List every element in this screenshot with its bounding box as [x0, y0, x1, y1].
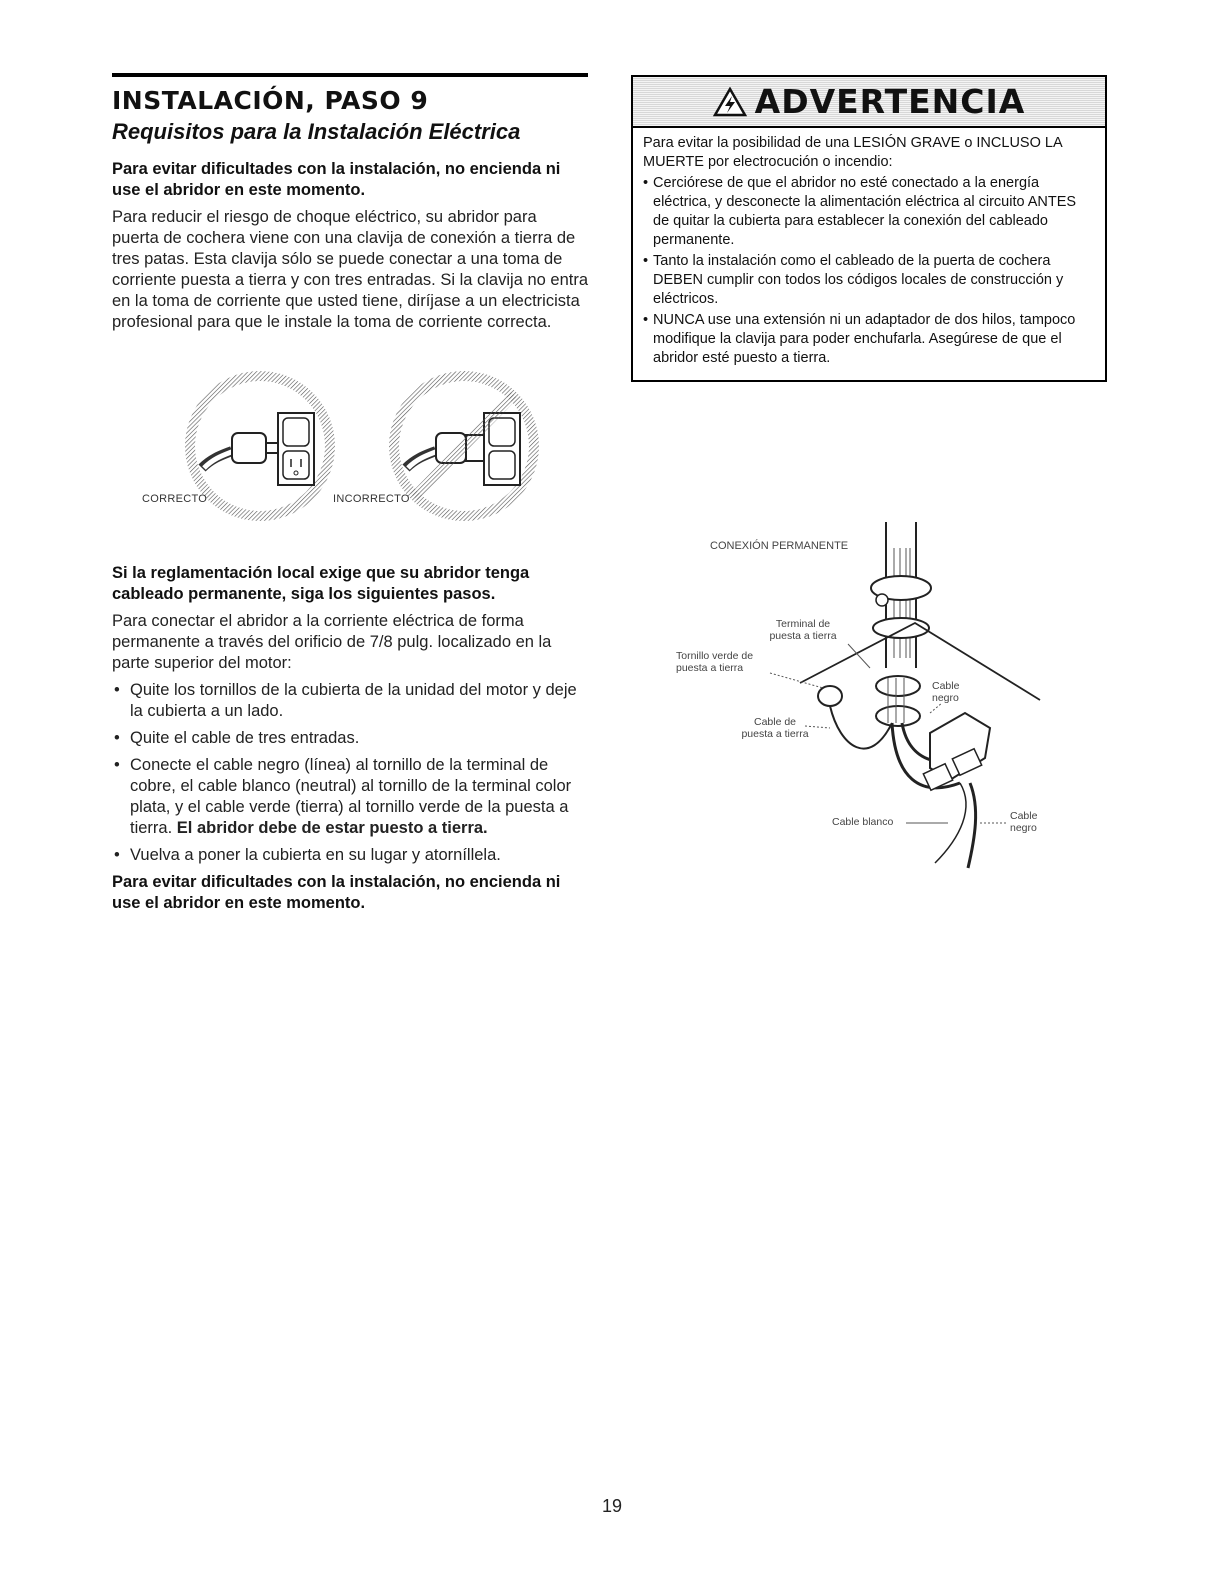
list-item: • Tanto la instalación como el cableado de la puerta de cochera DEBEN cumplir con todos los códigos locales de construcción y eléctricos. — [643, 252, 1095, 309]
incorrect-plug-icon — [394, 376, 534, 516]
wiring-diagram — [630, 518, 1100, 878]
ground-cable-label: Cable de puesta a tierra — [741, 716, 809, 740]
incorrect-label: INCORRECTO — [333, 493, 410, 505]
warning-title: ADVERTENCIA — [754, 82, 1026, 121]
black-cable-lower-label: Cable negro — [1010, 810, 1038, 834]
warning-body — [633, 128, 1105, 380]
closing-caution: Para evitar dificultades con la instalación, no encienda ni use el abridor en este momento. — [112, 873, 561, 912]
plug-illustration — [112, 363, 588, 533]
warning-header — [633, 77, 1105, 128]
permanent-heading: Si la reglamentación local exige que su abridor tenga cableado permanente, siga los siguientes pasos. — [112, 564, 530, 603]
intro-body: Para reducir el riesgo de choque eléctrico, su abridor para puerta de cochera viene con una clavija de conexión a tierra de tres patas. Esta clavija sólo se puede conectar a una toma de corriente puesta a tierra y con tres entradas. Si la clavija no entra en la toma de corriente que usted tiene, diríjase a un electricista profesional para que le instale la toma de corriente correcta. — [112, 208, 588, 331]
warning-intro: Para evitar la posibilidad de una LESIÓN GRAVE o INCLUSO LA MUERTE por electrocución o incendio: — [643, 135, 1062, 170]
warning-box — [631, 75, 1107, 382]
warning-list — [643, 174, 1095, 368]
warning-triangle-icon — [713, 87, 747, 117]
green-screw-label: Tornillo verde de puesta a tierra — [676, 650, 754, 674]
list-item: • Cerciórese de que el abridor no esté conectado a la energía eléctrica, y desconecte la alimentación eléctrica al circuito ANTES de quitar la cubierta para establecer la conexión del cableado permanente. — [643, 174, 1095, 250]
terminal-label: Terminal de puesta a tierra — [769, 618, 837, 642]
diagram-title: CONEXIÓN PERMANENTE — [710, 540, 849, 552]
page-title: INSTALACIÓN, PASO 9 — [112, 86, 429, 115]
correct-plug-icon — [190, 376, 330, 516]
title-rule — [112, 73, 588, 77]
plug-figure — [112, 363, 588, 533]
intro-caution: Para evitar dificultades con la instalación, no encienda ni use el abridor en este momento. — [112, 160, 561, 199]
list-item: • NUNCA use una extensión ni un adaptador de dos hilos, tampoco modifique la clavija para poder enchufarla. Asegúrese de que el abridor esté puesto a tierra. — [643, 311, 1095, 368]
section-subtitle: Requisitos para la Instalación Eléctrica — [112, 119, 521, 144]
list-item — [112, 755, 588, 839]
left-column — [112, 73, 588, 920]
black-cable-upper-label: Cable negro — [932, 680, 960, 704]
page-number: 19 — [601, 1496, 623, 1516]
white-cable-label: Cable blanco — [832, 816, 894, 828]
list-item: • Quite los tornillos de la cubierta de la unidad del motor y deje la cubierta a un lado. — [112, 680, 588, 722]
permanent-intro: Para conectar el abridor a la corriente eléctrica de forma permanente a través del orificio de 7/8 pulg. localizado en la parte superior del motor: — [112, 612, 552, 672]
permanent-steps — [112, 680, 588, 866]
list-item: • Quite el cable de tres entradas. — [112, 728, 588, 749]
list-item: • Vuelva a poner la cubierta en su lugar y atorníllela. — [112, 845, 588, 866]
step-3-text: Conecte el cable negro (línea) al tornillo de la terminal de cobre, el cable blanco (neutral) al tornillo de la terminal color plata, y el cable verde (tierra) al tornillo verde de la puesta a tierra. — [130, 756, 572, 837]
correct-label: CORRECTO — [142, 493, 208, 505]
step-3-bold: El abridor debe de estar puesto a tierra. — [176, 819, 488, 837]
